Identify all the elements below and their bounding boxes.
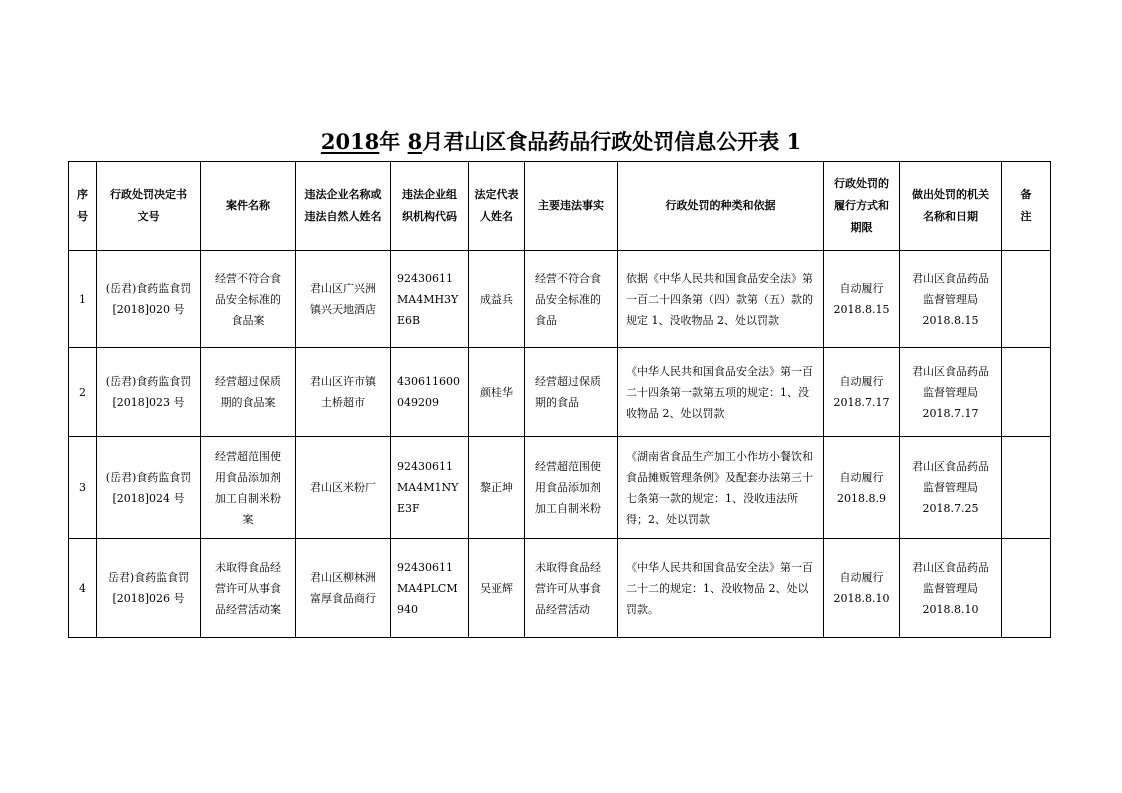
title-year-suffix: 年 xyxy=(379,129,408,154)
penalty-info-table xyxy=(68,161,1051,638)
cell-method-date: 2018.8.15 xyxy=(833,303,890,316)
table-row xyxy=(69,251,1051,348)
cell-entity: 君山区柳林洲富厚食品商行 xyxy=(296,539,391,638)
cell-case-name: 经营不符合食品安全标准的食品案 xyxy=(201,251,296,348)
cell-authority xyxy=(900,251,1002,348)
cell-basis: 《中华人民共和国食品安全法》第一百二十二的规定：1、没收物品 2、处以罚款。 xyxy=(618,539,824,638)
cell-basis: 《湖南省食品生产加工小作坊小餐饮和食品摊贩管理条例》及配套办法第三十七条第一款的规定：1、没收违法所得；2、处以罚款 xyxy=(618,437,824,539)
title-month: 8 xyxy=(407,129,423,154)
title-year: 2018 xyxy=(320,129,380,154)
cell-remark xyxy=(1002,251,1051,348)
header-legal-rep: 法定代表人姓名 xyxy=(469,162,525,251)
header-case-name: 案件名称 xyxy=(201,162,296,251)
header-entity: 违法企业名称或违法自然人姓名 xyxy=(296,162,391,251)
cell-authority-date: 2018.8.10 xyxy=(922,602,979,616)
header-method: 行政处罚的履行方式和期限 xyxy=(824,162,900,251)
cell-entity: 君山区许市镇土桥超市 xyxy=(296,348,391,437)
cell-method xyxy=(824,348,900,437)
cell-authority-name: 君山区食品药品监督管理局 xyxy=(912,271,989,306)
cell-seq: 1 xyxy=(69,251,97,348)
cell-method-text: 自动履行 xyxy=(839,571,884,584)
cell-doc-no: (岳君)食药监食罚[2018]024 号 xyxy=(97,437,201,539)
cell-method-text: 自动履行 xyxy=(839,375,884,388)
header-doc-no: 行政处罚决定书文号 xyxy=(97,162,201,251)
table-row xyxy=(69,539,1051,638)
cell-remark xyxy=(1002,348,1051,437)
cell-org-code: 430611600049209 xyxy=(391,348,469,437)
cell-legal-rep: 黎正坤 xyxy=(469,437,525,539)
cell-legal-rep: 吴亚辉 xyxy=(469,539,525,638)
cell-authority-name: 君山区食品药品监督管理局 xyxy=(912,460,989,494)
cell-basis: 依据《中华人民共和国食品安全法》第一百二十四条第（四）款第（五）款的规定 1、没收物品 2、处以罚款 xyxy=(618,251,824,348)
header-remark: 备注 xyxy=(1002,162,1051,251)
header-authority: 做出处罚的机关名称和日期 xyxy=(900,162,1002,251)
header-org-code: 违法企业组织机构代码 xyxy=(391,162,469,251)
cell-facts: 经营不符合食品安全标准的食品 xyxy=(525,251,618,348)
cell-seq: 3 xyxy=(69,437,97,539)
cell-doc-no: 岳君)食药监食罚[2018]026 号 xyxy=(97,539,201,638)
cell-authority xyxy=(900,348,1002,437)
cell-case-name: 经营超范围使用食品添加剂加工自制米粉案 xyxy=(201,437,296,539)
cell-method-text: 自动履行 xyxy=(839,470,884,484)
cell-authority-date: 2018.7.17 xyxy=(922,406,979,420)
cell-seq: 2 xyxy=(69,348,97,437)
cell-case-name: 经营超过保质期的食品案 xyxy=(201,348,296,437)
cell-method-date: 2018.7.17 xyxy=(833,396,890,409)
cell-facts: 经营超过保质期的食品 xyxy=(525,348,618,437)
cell-method xyxy=(824,251,900,348)
cell-method-date: 2018.8.9 xyxy=(837,491,886,505)
cell-entity: 君山区广兴洲镇兴天地酒店 xyxy=(296,251,391,348)
cell-facts: 经营超范围使用食品添加剂加工自制米粉 xyxy=(525,437,618,539)
cell-case-name: 未取得食品经营许可从事食品经营活动案 xyxy=(201,539,296,638)
cell-org-code: 92430611MA4MH3YE6B xyxy=(391,251,469,348)
cell-authority-name: 君山区食品药品监督管理局 xyxy=(912,364,989,399)
cell-org-code: 92430611MA4M1NYE3F xyxy=(391,437,469,539)
cell-authority xyxy=(900,437,1002,539)
header-facts: 主要违法事实 xyxy=(525,162,618,251)
table-header-row xyxy=(69,162,1051,251)
cell-entity: 君山区米粉厂 xyxy=(296,437,391,539)
cell-doc-no: (岳君)食药监食罚[2018]023 号 xyxy=(97,348,201,437)
cell-remark xyxy=(1002,437,1051,539)
cell-method-date: 2018.8.10 xyxy=(833,592,890,605)
cell-authority xyxy=(900,539,1002,638)
cell-authority-name: 君山区食品药品监督管理局 xyxy=(912,560,989,595)
cell-authority-date: 2018.8.15 xyxy=(922,313,979,327)
header-seq: 序号 xyxy=(69,162,97,251)
cell-basis: 《中华人民共和国食品安全法》第一百二十四条第一款第五项的规定：1、没收物品 2、处以罚款 xyxy=(618,348,824,437)
cell-authority-date: 2018.7.25 xyxy=(922,502,979,515)
cell-doc-no: (岳君)食药监食罚[2018]020 号 xyxy=(97,251,201,348)
cell-seq: 4 xyxy=(69,539,97,638)
title-rest: 月君山区食品药品行政处罚信息公开表 1 xyxy=(422,129,802,154)
cell-method xyxy=(824,539,900,638)
header-basis: 行政处罚的种类和依据 xyxy=(618,162,824,251)
cell-facts: 未取得食品经营许可从事食品经营活动 xyxy=(525,539,618,638)
cell-method-text: 自动履行 xyxy=(839,282,884,295)
table-row xyxy=(69,437,1051,539)
cell-legal-rep: 成益兵 xyxy=(469,251,525,348)
document-title xyxy=(0,128,1122,156)
cell-org-code: 92430611MA4PLCM940 xyxy=(391,539,469,638)
table-row xyxy=(69,348,1051,437)
cell-remark xyxy=(1002,539,1051,638)
cell-method xyxy=(824,437,900,539)
cell-legal-rep: 颜桂华 xyxy=(469,348,525,437)
